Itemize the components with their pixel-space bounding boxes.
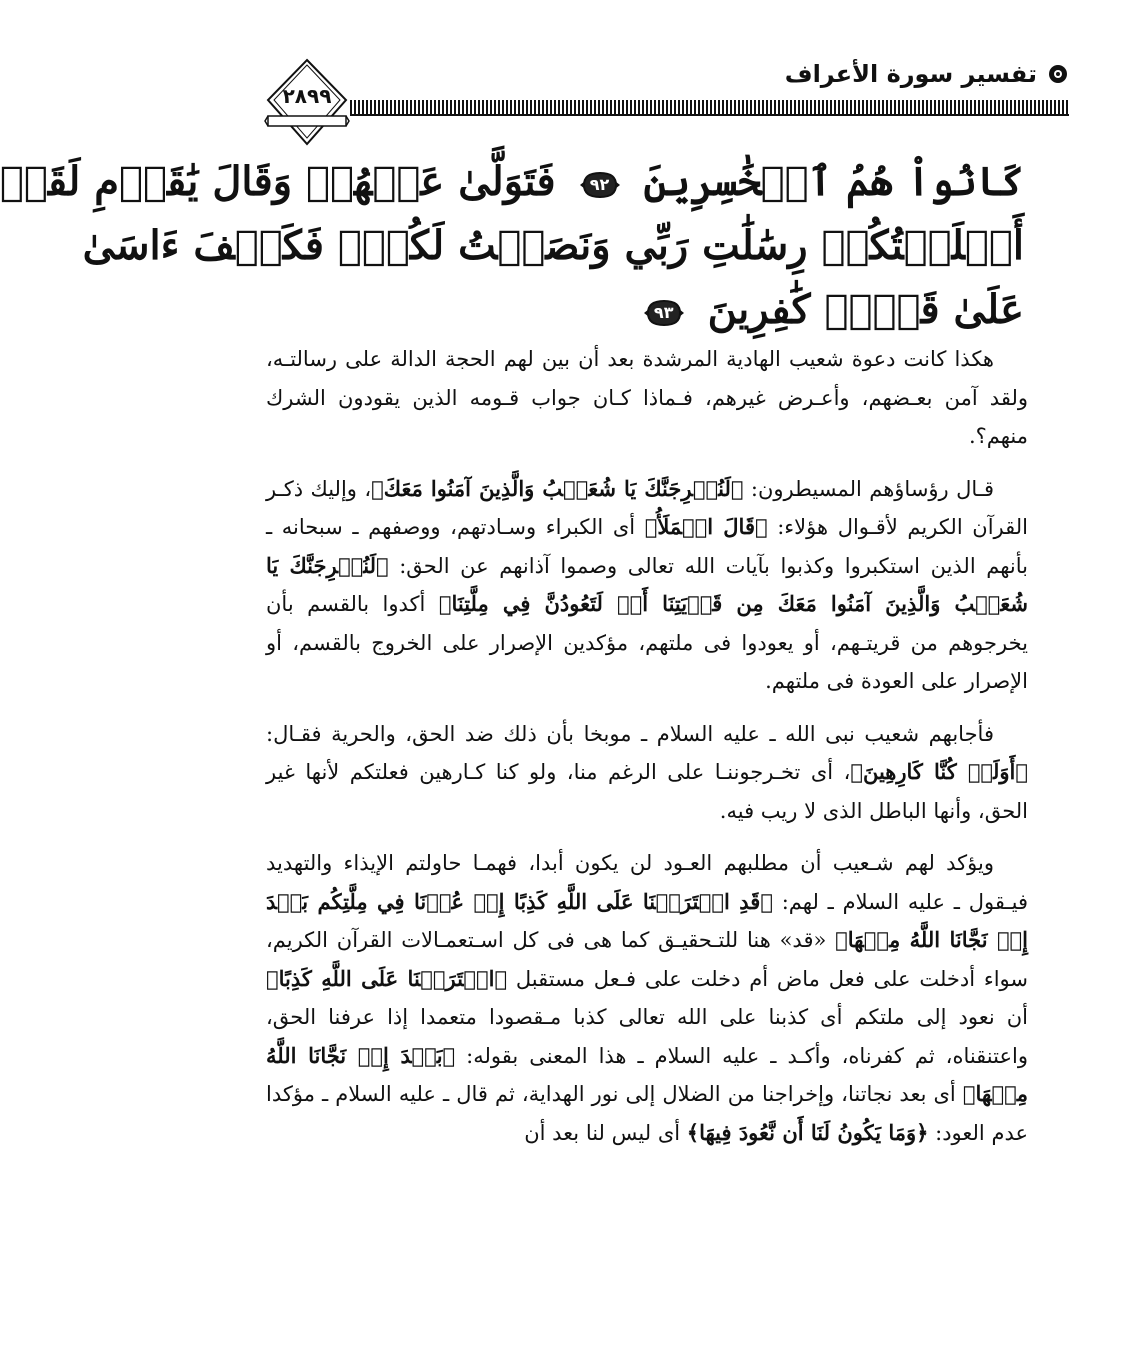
paragraph-text: ، أى تخـرجوننـا على الرغم منا، ولو كنا كـارهين فعلتكم لأنها غير الحق، وأنها الباطل الذى لا ريب فيه. xyxy=(266,760,1028,823)
paragraph-text: «قد» هنا للتـحقيـق كما هى فى كل اسـتعمـالات القرآن الكريم، سواء أدخلت على فعل ماض أم دخلت على فـعل مستقبل xyxy=(266,928,1028,991)
quran-quote: ﴿وَمَا يَكُونُ لَنَا أَن نَّعُودَ فِيهَا﴾ xyxy=(686,1119,929,1145)
quran-quote: ﴿لَنُخۡرِجَنَّكَ يَا شُعَيۡبُ وَالَّذِينَ آمَنُوا مَعَكَ مِن قَرۡيَتِنَا أَوۡ لَتَعُودُنَّ فِي مِلَّتِنَا﴾ xyxy=(266,552,1028,616)
paragraph-text: أكدوا بالقسم بأن يخرجوهم من قريتـهم، أو يعودوا فى ملتهم، مؤكدين الإصرار على الخروج بالقسم، أو الإصرار على العودة فى ملتهم. xyxy=(266,592,1028,693)
paragraph-text: ، وإليك ذكـر القرآن الكريم لأقـوال هؤلاء: xyxy=(266,476,1028,539)
ayah-number: ٩٣ xyxy=(653,303,674,322)
verse-line-2 xyxy=(82,214,1024,278)
paragraph-text: أى ليس لنا بعد أن xyxy=(524,1120,687,1145)
verse-text: أَبۡلَغۡتُكُمۡ رِسَٰلَٰتِ رَبِّي وَنَصَحۡتُ لَكُمۡۖ فَكَيۡفَ ءَاسَىٰ xyxy=(82,222,1024,269)
header-divider xyxy=(350,100,1069,114)
quran-quote: ﴿قَالَ الۡمَلَأُ﴾ xyxy=(644,514,768,539)
paragraph-4 xyxy=(266,844,1028,1152)
paragraph-1 xyxy=(266,340,1028,456)
paragraph-text: أى الكبراء وسـادتهم، ووصفهم ـ سبحانه ـ بأنهم الذين استكبروا وكذبوا بآيات الله تعالى وصموا آذانهم عن الحق: xyxy=(266,515,1028,578)
commentary-body xyxy=(266,340,1028,1166)
header-divider-line xyxy=(350,114,1069,116)
paragraph-text: أن نعود إلى ملتكم أى كذبنا على الله تعالى كذبا مـقصودا متعمدا إذا عرفنا الحق، واعتنقناه، ثم كفرناه، وأكـد ـ عليه السلام ـ هذا المعنى بقوله: xyxy=(266,1005,1028,1068)
ayah-number: ٩٢ xyxy=(589,175,610,194)
quran-quote: ﴿بَعۡدَ إِذۡ نَجَّانَا اللَّهُ مِنۡهَا﴾ xyxy=(266,1042,1028,1106)
paragraph-text: ويؤكد لهم شـعيب أن مطلبهم العـود لن يكون أبدا، فهمـا حاولتم الإيذاء والتهديد فيـقول ـ عليه السلام ـ لهم: xyxy=(266,851,1028,914)
ayah-marker xyxy=(642,298,686,328)
running-title xyxy=(785,60,1069,88)
verse-line-1 xyxy=(0,150,1024,214)
paragraph-text: قـال رؤساؤهم المسيطرون: xyxy=(743,476,994,501)
verse-text: كَانُواْ هُمُ ٱلۡخَٰسِرِينَ xyxy=(643,158,1024,205)
verse-line-3 xyxy=(314,278,1024,342)
running-title-text: تفسير سورة الأعراف xyxy=(784,60,1037,88)
paragraph-text: هكذا كانت دعوة شعيب الهادية المرشدة بعد أن بين لهم الحجة الدالة على رسالتـه، ولقد آمن بعـضهم، وأعـرض غيرهم، فـماذا كـان جواب قـومه الذين يقودون الشرك منهم؟. xyxy=(266,347,1028,448)
ayah-marker xyxy=(578,170,622,200)
verse-text: عَلَىٰ قَوۡمٖ كَٰفِرِينَ xyxy=(707,286,1024,333)
paragraph-2 xyxy=(266,470,1028,701)
quran-quote: ﴿لَنُخۡرِجَنَّكَ يَا شُعَيۡبُ وَالَّذِينَ آمَنُوا مَعَكَ﴾ xyxy=(371,475,744,501)
page-header xyxy=(264,56,1069,156)
page-number: ٢٨٩٩ xyxy=(282,84,332,108)
quran-quote: ﴿أَوَلَوۡ كُنَّا كَارِهِينَ﴾ xyxy=(850,759,1028,784)
page-number-badge xyxy=(264,56,350,148)
verse-text: فَتَوَلَّىٰ عَنۡهُمۡ وَقَالَ يَٰقَوۡمِ لَقَدۡ xyxy=(0,158,556,205)
quran-quote: ﴿قَدِ افۡتَرَيۡنَا عَلَى اللَّهِ كَذِبًا إِنۡ عُدۡنَا فِي مِلَّتِكُم بَعۡدَ إِذۡ نَجَّانَا اللَّهُ مِنۡهَا﴾ xyxy=(266,888,1028,952)
flower-ornament-icon xyxy=(1047,63,1069,85)
quran-quote: ﴿افۡتَرَيۡنَا عَلَى اللَّهِ كَذِبًا﴾ xyxy=(266,965,508,991)
paragraph-3 xyxy=(266,715,1028,831)
quran-verses xyxy=(0,150,1024,342)
paragraph-text: فأجابهم شعيب نبى الله ـ عليه السلام ـ موبخا بأن ذلك ضد الحق، والحرية فقـال: xyxy=(266,721,994,746)
paragraph-text: أى بعد نجاتنا، وإخراجنا من الضلال إلى نور الهداية، ثم قال ـ عليه السلام ـ مؤكدا عدم العود: xyxy=(266,1082,1028,1145)
